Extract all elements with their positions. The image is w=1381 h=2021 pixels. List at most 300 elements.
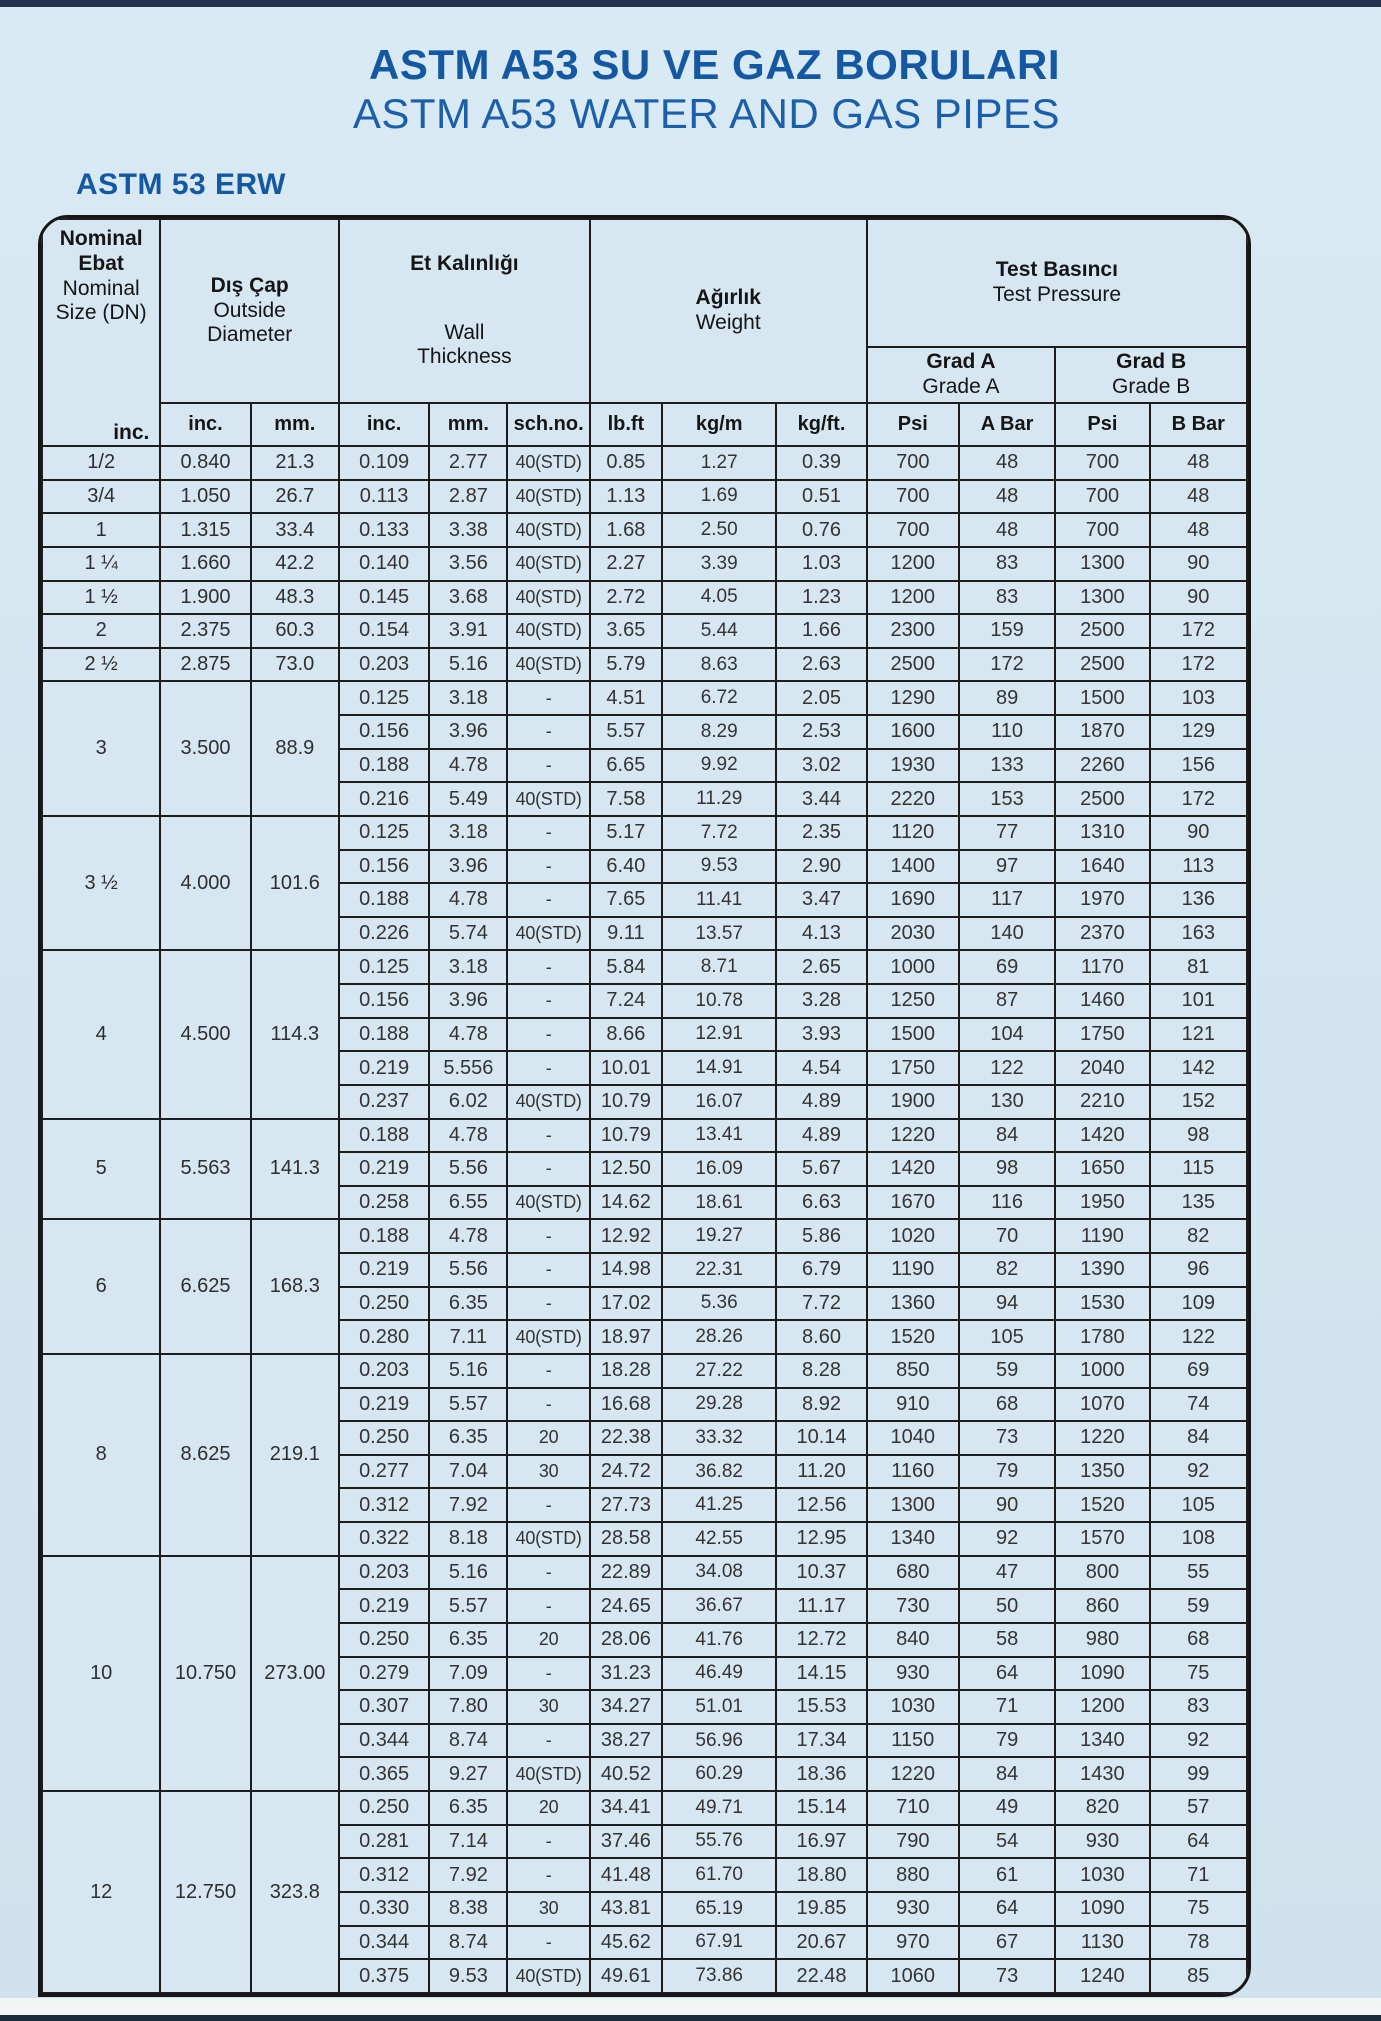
- table-cell: 27.22: [662, 1354, 776, 1388]
- table-cell: -: [507, 1657, 589, 1691]
- header-unit-sch-no: sch.no.: [507, 403, 589, 446]
- table-cell: 9.27: [429, 1757, 507, 1791]
- table-cell: 92: [959, 1522, 1055, 1556]
- table-cell: 700: [1055, 446, 1149, 480]
- table-cell: 10.79: [590, 1119, 662, 1153]
- table-cell: 2.77: [429, 446, 507, 480]
- table-cell: 2.35: [776, 816, 866, 850]
- table-cell: 9.92: [662, 749, 776, 783]
- table-cell: 1090: [1055, 1657, 1149, 1691]
- table-cell: 70: [959, 1219, 1055, 1253]
- table-cell: 1.66: [776, 614, 866, 648]
- table-cell: 0.250: [339, 1623, 429, 1657]
- table-cell: 1.13: [590, 480, 662, 514]
- table-cell: 1420: [867, 1152, 959, 1186]
- table-cell: 84: [959, 1119, 1055, 1153]
- table-cell: 1300: [867, 1488, 959, 1522]
- table-cell: 1 ½: [42, 581, 160, 615]
- table-cell: 0.279: [339, 1657, 429, 1691]
- table-cell: 1 ¼: [42, 547, 160, 581]
- table-cell: 41.25: [662, 1488, 776, 1522]
- table-cell: 22.48: [776, 1959, 866, 1993]
- table-cell: 5.16: [429, 648, 507, 682]
- table-header: [42, 219, 1247, 446]
- table-cell: 24.65: [590, 1589, 662, 1623]
- table-cell: 0.219: [339, 1253, 429, 1287]
- table-cell: 5.57: [590, 715, 662, 749]
- table-cell: 2.72: [590, 581, 662, 615]
- table-cell: 1360: [867, 1287, 959, 1321]
- table-cell: -: [507, 1152, 589, 1186]
- pipe-spec-table-wrapper: [38, 215, 1251, 1997]
- table-cell: 12.95: [776, 1522, 866, 1556]
- table-cell: 1/2: [42, 446, 160, 480]
- table-cell: 58: [959, 1623, 1055, 1657]
- table-cell: 89: [959, 681, 1055, 715]
- table-cell: -: [507, 883, 589, 917]
- table-cell: 6.35: [429, 1791, 507, 1825]
- scan-edge-bottom-dark: [0, 2015, 1381, 2021]
- table-cell: 12.72: [776, 1623, 866, 1657]
- table-cell: 2: [42, 614, 160, 648]
- table-cell: 7.58: [590, 782, 662, 816]
- table-cell: 3.28: [776, 984, 866, 1018]
- table-row: [42, 581, 1247, 615]
- table-cell: 1150: [867, 1724, 959, 1758]
- table-cell: 0.188: [339, 883, 429, 917]
- header-label: Test Pressure: [992, 283, 1122, 306]
- table-cell: 74: [1150, 1388, 1247, 1422]
- table-cell: 0.154: [339, 614, 429, 648]
- table-cell: 0.307: [339, 1690, 429, 1724]
- header-group-row: [42, 219, 1247, 347]
- header-label: Dış Çap: [210, 273, 289, 297]
- table-cell: 30: [507, 1455, 589, 1489]
- table-cell: 0.125: [339, 950, 429, 984]
- table-cell: 3.96: [429, 715, 507, 749]
- table-cell: 1600: [867, 715, 959, 749]
- table-cell: 6.40: [590, 850, 662, 884]
- table-cell: 3.96: [429, 850, 507, 884]
- header-unit-psi-a: Psi: [867, 403, 959, 446]
- header-outside-diameter: [160, 219, 339, 403]
- table-cell: 75: [1150, 1657, 1247, 1691]
- table-cell: 8.74: [429, 1926, 507, 1960]
- table-cell: 8.625: [160, 1354, 250, 1556]
- header-nominal-size: [42, 219, 160, 446]
- table-cell: 1500: [1055, 681, 1149, 715]
- table-cell: 10.750: [160, 1556, 250, 1791]
- header-unit-wt-mm: mm.: [429, 403, 507, 446]
- header-label: Grad A: [926, 350, 996, 374]
- header-label: Nominal: [59, 227, 143, 250]
- table-cell: 41.48: [590, 1858, 662, 1892]
- table-cell: 1.660: [160, 547, 250, 581]
- table-cell: -: [507, 1388, 589, 1422]
- table-cell: 82: [959, 1253, 1055, 1287]
- table-cell: 40(STD): [507, 446, 589, 480]
- table-cell: 8.66: [590, 1018, 662, 1052]
- table-cell: 10.79: [590, 1085, 662, 1119]
- table-cell: -: [507, 681, 589, 715]
- table-cell: 105: [1150, 1488, 1247, 1522]
- table-cell: 4.78: [429, 1018, 507, 1052]
- table-cell: 2.63: [776, 648, 866, 682]
- table-cell: 36.82: [662, 1455, 776, 1489]
- table-cell: -: [507, 1219, 589, 1253]
- table-cell: 4.78: [429, 1219, 507, 1253]
- header-label: Et Kalınlığı: [410, 251, 519, 275]
- table-cell: 26.7: [251, 480, 339, 514]
- table-cell: 4.89: [776, 1085, 866, 1119]
- table-cell: 680: [867, 1556, 959, 1590]
- table-cell: -: [507, 984, 589, 1018]
- table-cell: 0.277: [339, 1455, 429, 1489]
- table-cell: -: [507, 1724, 589, 1758]
- table-row: [42, 648, 1247, 682]
- table-cell: 103: [1150, 681, 1247, 715]
- header-grade-b: [1055, 347, 1247, 403]
- table-cell: 0.203: [339, 648, 429, 682]
- table-cell: 90: [1150, 581, 1247, 615]
- table-cell: 92: [1150, 1455, 1247, 1489]
- table-cell: 3.38: [429, 513, 507, 547]
- table-cell: 83: [959, 581, 1055, 615]
- header-label: Thickness: [417, 345, 512, 369]
- table-cell: 135: [1150, 1186, 1247, 1220]
- table-cell: -: [507, 1556, 589, 1590]
- table-cell: 2260: [1055, 749, 1149, 783]
- table-cell: 0.188: [339, 1018, 429, 1052]
- table-cell: 48: [959, 446, 1055, 480]
- table-cell: 45.62: [590, 1926, 662, 1960]
- table-cell: 84: [1150, 1421, 1247, 1455]
- table-cell: 2.875: [160, 648, 250, 682]
- table-cell: 1390: [1055, 1253, 1149, 1287]
- header-unit-wt-inc: inc.: [339, 403, 429, 446]
- table-cell: 790: [867, 1825, 959, 1859]
- table-cell: 710: [867, 1791, 959, 1825]
- table-cell: 0.219: [339, 1388, 429, 1422]
- table-cell: 99: [1150, 1757, 1247, 1791]
- table-cell: 2.90: [776, 850, 866, 884]
- table-cell: 1530: [1055, 1287, 1149, 1321]
- table-cell: 0.156: [339, 715, 429, 749]
- table-cell: 700: [867, 446, 959, 480]
- table-row: [42, 1556, 1247, 1590]
- table-cell: 6.35: [429, 1421, 507, 1455]
- table-cell: 40(STD): [507, 1959, 589, 1993]
- table-cell: 0.109: [339, 446, 429, 480]
- table-cell: -: [507, 1018, 589, 1052]
- table-cell: 34.41: [590, 1791, 662, 1825]
- header-label: Grad B: [1116, 350, 1187, 374]
- table-cell: 880: [867, 1858, 959, 1892]
- table-cell: 970: [867, 1926, 959, 1960]
- table-cell: 47: [959, 1556, 1055, 1590]
- table-cell: 22.31: [662, 1253, 776, 1287]
- table-cell: 113: [1150, 850, 1247, 884]
- header-wall-thickness: [339, 219, 590, 403]
- table-cell: 1310: [1055, 816, 1149, 850]
- table-cell: 85: [1150, 1959, 1247, 1993]
- table-cell: 840: [867, 1623, 959, 1657]
- table-cell: 6.65: [590, 749, 662, 783]
- table-cell: 83: [959, 547, 1055, 581]
- table-cell: 11.41: [662, 883, 776, 917]
- table-cell: 860: [1055, 1589, 1149, 1623]
- header-label: Ağırlık: [695, 286, 761, 310]
- table-row: [42, 547, 1247, 581]
- table-cell: 5.16: [429, 1354, 507, 1388]
- table-cell: 930: [867, 1892, 959, 1926]
- table-cell: 8.38: [429, 1892, 507, 1926]
- table-cell: 12: [42, 1791, 160, 1993]
- table-cell: 101.6: [251, 816, 339, 951]
- table-cell: 5.556: [429, 1051, 507, 1085]
- table-cell: 4.51: [590, 681, 662, 715]
- table-cell: -: [507, 1354, 589, 1388]
- table-cell: -: [507, 850, 589, 884]
- table-row: [42, 681, 1247, 715]
- table-cell: 850: [867, 1354, 959, 1388]
- table-cell: 7.24: [590, 984, 662, 1018]
- table-cell: 980: [1055, 1623, 1149, 1657]
- table-cell: 0.258: [339, 1186, 429, 1220]
- table-cell: 6.35: [429, 1623, 507, 1657]
- table-cell: 4: [42, 950, 160, 1118]
- table-cell: 1.03: [776, 547, 866, 581]
- table-cell: 5.56: [429, 1253, 507, 1287]
- table-cell: 0.219: [339, 1051, 429, 1085]
- table-cell: 40(STD): [507, 1522, 589, 1556]
- table-cell: 16.09: [662, 1152, 776, 1186]
- table-cell: 1870: [1055, 715, 1149, 749]
- header-unit-lbft: lb.ft: [590, 403, 662, 446]
- scan-edge-top: [0, 0, 1381, 7]
- table-cell: -: [507, 816, 589, 850]
- table-cell: 141.3: [251, 1119, 339, 1220]
- table-cell: 34.08: [662, 1556, 776, 1590]
- table-cell: 3.18: [429, 681, 507, 715]
- table-cell: 0.322: [339, 1522, 429, 1556]
- table-cell: 48.3: [251, 581, 339, 615]
- table-cell: 60.3: [251, 614, 339, 648]
- table-cell: 8.18: [429, 1522, 507, 1556]
- table-cell: 90: [1150, 816, 1247, 850]
- table-cell: 8.63: [662, 648, 776, 682]
- table-cell: 0.344: [339, 1926, 429, 1960]
- table-cell: 7.04: [429, 1455, 507, 1489]
- table-cell: 14.15: [776, 1657, 866, 1691]
- table-cell: 1340: [1055, 1724, 1149, 1758]
- table-cell: 273.00: [251, 1556, 339, 1791]
- table-cell: 3.500: [160, 681, 250, 816]
- table-cell: 6.35: [429, 1287, 507, 1321]
- header-units-row: [42, 403, 1247, 446]
- table-cell: 40(STD): [507, 1757, 589, 1791]
- table-cell: 1.315: [160, 513, 250, 547]
- table-cell: 40(STD): [507, 547, 589, 581]
- table-cell: 3.96: [429, 984, 507, 1018]
- table-cell: 83: [1150, 1690, 1247, 1724]
- table-cell: 84: [959, 1757, 1055, 1791]
- table-cell: 73: [959, 1421, 1055, 1455]
- page-title-english: ASTM A53 WATER AND GAS PIPES: [352, 90, 1060, 138]
- table-cell: 1400: [867, 850, 959, 884]
- table-cell: 37.46: [590, 1825, 662, 1859]
- header-label: Grade A: [922, 375, 1000, 398]
- table-cell: 152: [1150, 1085, 1247, 1119]
- table-cell: 69: [959, 950, 1055, 984]
- table-cell: 1: [42, 513, 160, 547]
- page-title: [353, 40, 1060, 138]
- table-cell: 18.61: [662, 1186, 776, 1220]
- table-cell: -: [507, 1926, 589, 1960]
- table-cell: 68: [959, 1388, 1055, 1422]
- table-cell: 136: [1150, 883, 1247, 917]
- table-cell: 0.125: [339, 681, 429, 715]
- header-label: Grade B: [1112, 375, 1191, 398]
- table-cell: 78: [1150, 1926, 1247, 1960]
- table-cell: 49.61: [590, 1959, 662, 1993]
- table-cell: 1030: [1055, 1858, 1149, 1892]
- table-cell: 0.219: [339, 1152, 429, 1186]
- table-cell: 30: [507, 1690, 589, 1724]
- table-cell: 6: [42, 1219, 160, 1354]
- table-cell: 64: [959, 1657, 1055, 1691]
- table-cell: 0.365: [339, 1757, 429, 1791]
- table-cell: 2 ½: [42, 648, 160, 682]
- table-cell: 116: [959, 1186, 1055, 1220]
- header-unit-psi-b: Psi: [1055, 403, 1149, 446]
- header-label: Test Basıncı: [995, 258, 1118, 282]
- table-cell: 60.29: [662, 1757, 776, 1791]
- table-cell: 133: [959, 749, 1055, 783]
- table-cell: 8.71: [662, 950, 776, 984]
- table-cell: 38.27: [590, 1724, 662, 1758]
- table-cell: 71: [1150, 1858, 1247, 1892]
- table-cell: 13.57: [662, 917, 776, 951]
- table-cell: 0.188: [339, 1119, 429, 1153]
- page-title-turkish: ASTM A53 SU VE GAZ BORULARI: [369, 41, 1060, 88]
- table-row: [42, 1791, 1247, 1825]
- table-cell: 700: [867, 480, 959, 514]
- table-cell: 3.56: [429, 547, 507, 581]
- table-cell: -: [507, 1488, 589, 1522]
- table-cell: 19.85: [776, 1892, 866, 1926]
- table-cell: 40.52: [590, 1757, 662, 1791]
- table-cell: 7.65: [590, 883, 662, 917]
- table-cell: 64: [959, 1892, 1055, 1926]
- table-cell: 0.188: [339, 749, 429, 783]
- table-cell: 121: [1150, 1018, 1247, 1052]
- table-cell: 1460: [1055, 984, 1149, 1018]
- header-unit-a-bar: A Bar: [959, 403, 1055, 446]
- table-cell: 41.76: [662, 1623, 776, 1657]
- table-cell: 1930: [867, 749, 959, 783]
- header-unit-kgm: kg/m: [662, 403, 776, 446]
- header-label: Ebat: [78, 251, 124, 275]
- table-cell: 2040: [1055, 1051, 1149, 1085]
- table-cell: 1220: [867, 1757, 959, 1791]
- table-cell: 6.63: [776, 1186, 866, 1220]
- table-cell: 9.53: [662, 850, 776, 884]
- table-cell: 48: [1150, 480, 1247, 514]
- table-cell: 3.44: [776, 782, 866, 816]
- table-cell: 8.74: [429, 1724, 507, 1758]
- table-cell: 12.92: [590, 1219, 662, 1253]
- table-cell: 1220: [1055, 1421, 1149, 1455]
- table-cell: 48: [959, 480, 1055, 514]
- table-cell: 8: [42, 1354, 160, 1556]
- table-cell: 48: [1150, 446, 1247, 480]
- table-cell: 1190: [867, 1253, 959, 1287]
- table-cell: 69: [1150, 1354, 1247, 1388]
- table-cell: 4.89: [776, 1119, 866, 1153]
- scan-edge-bottom-white: [0, 1998, 1381, 2015]
- table-cell: 0.281: [339, 1825, 429, 1859]
- table-cell: 1220: [867, 1119, 959, 1153]
- table-cell: 1690: [867, 883, 959, 917]
- table-cell: 0.330: [339, 1892, 429, 1926]
- table-cell: 40(STD): [507, 581, 589, 615]
- table-cell: 7.11: [429, 1320, 507, 1354]
- table-cell: 59: [959, 1354, 1055, 1388]
- table-cell: 73.86: [662, 1959, 776, 1993]
- table-cell: 2.50: [662, 513, 776, 547]
- table-cell: 2500: [867, 648, 959, 682]
- table-cell: 40(STD): [507, 480, 589, 514]
- table-cell: 910: [867, 1388, 959, 1422]
- header-unit-od-mm: mm.: [251, 403, 339, 446]
- table-cell: 101: [1150, 984, 1247, 1018]
- table-cell: 1300: [1055, 547, 1149, 581]
- table-cell: 15.53: [776, 1690, 866, 1724]
- header-unit-b-bar: B Bar: [1150, 403, 1247, 446]
- table-cell: 94: [959, 1287, 1055, 1321]
- table-cell: 5.49: [429, 782, 507, 816]
- pipe-spec-table: [41, 218, 1248, 1994]
- table-cell: 90: [959, 1488, 1055, 1522]
- table-cell: 1570: [1055, 1522, 1149, 1556]
- table-cell: 1520: [1055, 1488, 1149, 1522]
- table-cell: 56.96: [662, 1724, 776, 1758]
- table-cell: 7.72: [776, 1287, 866, 1321]
- table-cell: 1780: [1055, 1320, 1149, 1354]
- table-cell: 0.51: [776, 480, 866, 514]
- table-cell: 6.55: [429, 1186, 507, 1220]
- table-cell: 33.32: [662, 1421, 776, 1455]
- table-cell: -: [507, 1051, 589, 1085]
- table-cell: 12.91: [662, 1018, 776, 1052]
- table-cell: 0.133: [339, 513, 429, 547]
- table-cell: 114.3: [251, 950, 339, 1118]
- table-cell: 5.74: [429, 917, 507, 951]
- table-cell: 1.27: [662, 446, 776, 480]
- table-cell: 930: [1055, 1825, 1149, 1859]
- table-row: [42, 513, 1247, 547]
- table-cell: 10.14: [776, 1421, 866, 1455]
- table-cell: 6.02: [429, 1085, 507, 1119]
- header-label: Wall: [444, 320, 485, 344]
- table-cell: 1160: [867, 1455, 959, 1489]
- table-cell: 115: [1150, 1152, 1247, 1186]
- table-cell: 40(STD): [507, 1186, 589, 1220]
- table-cell: 1350: [1055, 1455, 1149, 1489]
- header-label: Nominal: [62, 276, 140, 300]
- table-cell: 0.840: [160, 446, 250, 480]
